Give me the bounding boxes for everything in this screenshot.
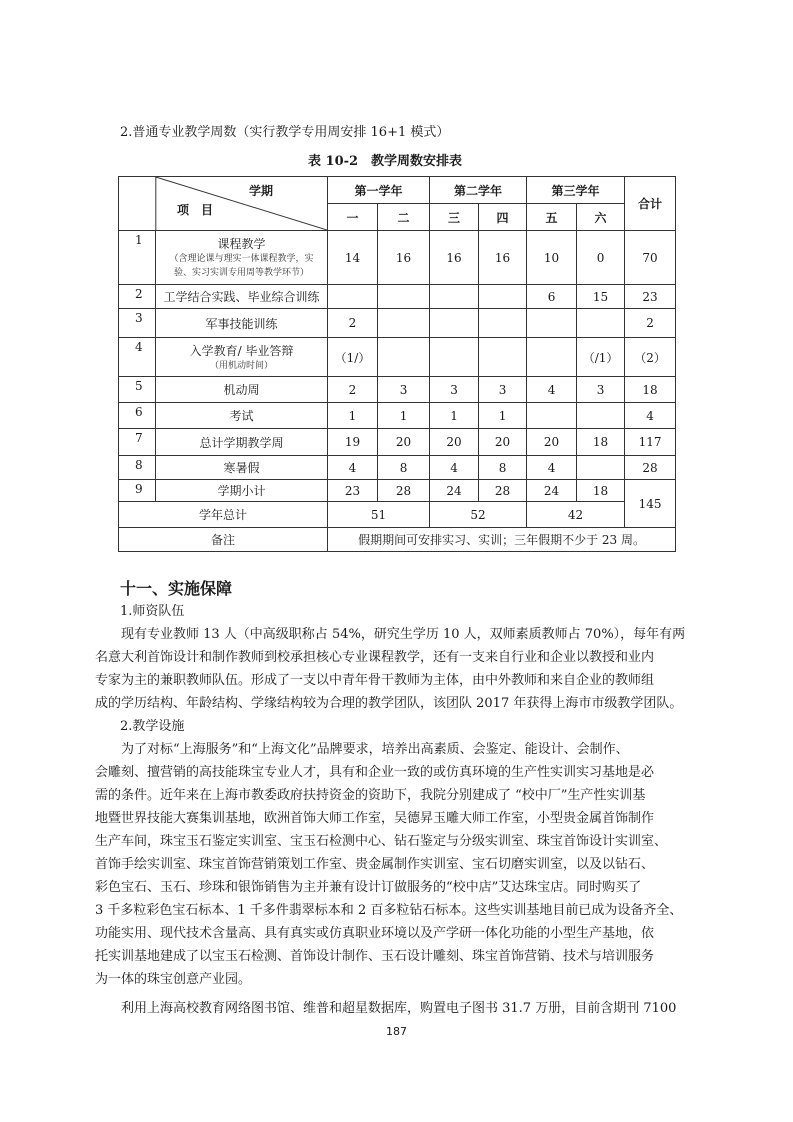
- year-total-label: 学年总计: [119, 502, 328, 528]
- term-5: 五: [527, 204, 577, 231]
- row-total: 70: [625, 231, 676, 285]
- paragraph-line: 为一体的珠宝创意产业园。: [95, 972, 252, 987]
- row-total: 28: [625, 456, 676, 480]
- cell: 16: [378, 231, 430, 285]
- cell: 15: [577, 285, 625, 309]
- cell: 3: [378, 377, 430, 403]
- diagonal-line: [119, 177, 327, 230]
- row-item: 考试: [156, 403, 328, 429]
- row-item-note: （含理论课与理实一体课程教学，实: [169, 254, 314, 264]
- cell: [479, 338, 527, 377]
- year3-total: 42: [527, 502, 625, 528]
- cell: [577, 403, 625, 429]
- paragraph-line: 会雕刻、擅营销的高技能珠宝专业人才，具有和企业一致的或仿真环境的生产性实训实习基地是必: [95, 765, 655, 780]
- year-total-row: [119, 502, 676, 528]
- cell: 28: [378, 480, 430, 502]
- cell: [527, 403, 577, 429]
- cell: 3: [430, 377, 479, 403]
- row-number: 3: [119, 309, 156, 338]
- section-title: 十一、实施保障: [120, 579, 233, 598]
- cell: 1: [328, 403, 378, 429]
- cell: 28: [479, 480, 527, 502]
- cell: 18: [577, 480, 625, 502]
- cell: [577, 309, 625, 338]
- table-row: [119, 338, 676, 377]
- row-number: 5: [119, 377, 156, 403]
- row-number: 9: [119, 480, 156, 502]
- row-number: 2: [119, 285, 156, 309]
- cell: 20: [430, 429, 479, 456]
- year1-header: 第一学年: [328, 177, 430, 204]
- table-caption: 表 10-2 教学周数安排表: [308, 154, 463, 169]
- cell: 16: [479, 231, 527, 285]
- paragraph-line: 利用上海高校教育网络图书馆、维普和超星数据库，购置电子图书 31.7 万册，目前含期刊 7100: [121, 1001, 677, 1016]
- cell: 6: [527, 285, 577, 309]
- subsection-title-facilities: 2.教学设施: [120, 719, 185, 734]
- cell: [430, 285, 479, 309]
- row-item: 寒暑假: [156, 456, 328, 480]
- cell: 4: [430, 456, 479, 480]
- cell: 2: [328, 377, 378, 403]
- cell: 23: [328, 480, 378, 502]
- row-number: 6: [119, 403, 156, 429]
- row-total: 23: [625, 285, 676, 309]
- total-header: 合计: [625, 177, 676, 231]
- paragraph-line: 现有专业教师 13 人（中高级职称占 54%，研究生学历 10 人，双师素质教师占 70%），每年有两: [121, 627, 686, 642]
- paragraph-line: 为了对标“上海服务”和“上海文化”品牌要求，培养出高素质、会鉴定、能设计、会制作、: [121, 742, 629, 757]
- cell: [378, 285, 430, 309]
- paragraph-faculty: [95, 623, 711, 715]
- cell: 0: [577, 231, 625, 285]
- cell: 4: [527, 456, 577, 480]
- paragraph-line: 需的条件。近年来在上海市教委政府扶持资金的资助下，我院分别建成了 “校中厂”生产性实训基: [95, 788, 646, 803]
- table-row: [119, 480, 676, 502]
- subsection-title-faculty: 1.师资队伍: [120, 604, 185, 619]
- cell: 16: [430, 231, 479, 285]
- row-total: 117: [625, 429, 676, 456]
- paragraph-library: [95, 997, 711, 1020]
- paragraph-line: 地暨世界技能大赛集训基地，欧洲首饰大师工作室，吴德昇玉雕大师工作室，小型贵金属首饰制作: [95, 811, 655, 826]
- term-2: 二: [378, 204, 430, 231]
- cell: 4: [527, 377, 577, 403]
- remark-text: 假期期间可安排实习、实训；三年假期不少于 23 周。: [328, 528, 676, 552]
- table-row: [119, 285, 676, 309]
- row-item-note: （用机动时间）: [209, 360, 273, 371]
- row-item: [156, 338, 328, 377]
- year2-header: 第二学年: [430, 177, 527, 204]
- cell: [577, 456, 625, 480]
- row-total: 18: [625, 377, 676, 403]
- table-row: [119, 377, 676, 403]
- year2-total: 52: [430, 502, 527, 528]
- item-label: 项 目: [177, 203, 214, 217]
- row-total: 2: [625, 309, 676, 338]
- intro-line: 2.普通专业教学周数（实行教学专用周安排 16+1 模式）: [120, 125, 450, 140]
- paragraph-line: 成的学历结构、年龄结构、学缘结构较为合理的教学团队，该团队 2017 年获得上海市市级教学团队。: [95, 696, 683, 711]
- paragraph-facilities: [95, 738, 711, 991]
- row-total: （2）: [625, 338, 676, 377]
- cell: [328, 285, 378, 309]
- table-row: [119, 309, 676, 338]
- cell: 14: [328, 231, 378, 285]
- paragraph-line: 托实训基地建成了以宝玉石检测、首饰设计制作、玉石设计雕刻、珠宝首饰营销、技术与培训服务: [95, 949, 655, 964]
- row-item-label: 入学教育/ 毕业答辩: [189, 343, 294, 358]
- cell: 3: [479, 377, 527, 403]
- cell: 4: [328, 456, 378, 480]
- cell: [527, 338, 577, 377]
- year3-header: 第三学年: [527, 177, 625, 204]
- cell: 3: [577, 377, 625, 403]
- row-item-note: 验、实习实训专用周等教学环节）: [173, 268, 309, 278]
- row-item: 工学结合实践、毕业综合训练: [156, 285, 328, 309]
- cell: 20: [378, 429, 430, 456]
- cell: [430, 309, 479, 338]
- cell: 8: [378, 456, 430, 480]
- cell: 24: [430, 480, 479, 502]
- paragraph-line: 功能实用、现代技术含量高、具有真实或仿真职业环境以及产学研一体化功能的小型生产基地，依: [95, 926, 655, 941]
- teaching-weeks-table: [118, 176, 676, 552]
- cell: [479, 285, 527, 309]
- row-total: 4: [625, 403, 676, 429]
- row-number: 1: [119, 231, 156, 285]
- cell: 20: [479, 429, 527, 456]
- cell: 10: [527, 231, 577, 285]
- table-row: [119, 403, 676, 429]
- row-item: 学期小计: [156, 480, 328, 502]
- cell: （1/）: [328, 338, 378, 377]
- row-item-label: 课程教学: [217, 237, 266, 251]
- row-number: 8: [119, 456, 156, 480]
- cell: 1: [479, 403, 527, 429]
- cell: 18: [577, 429, 625, 456]
- row-number: 4: [119, 338, 156, 377]
- paragraph-line: 专家为主的兼职教师队伍。形成了一支以中青年骨干教师为主体，由中外教师和来自企业的教师组: [95, 673, 655, 688]
- cell: （/1）: [577, 338, 625, 377]
- paragraph-line: 3 千多粒彩色宝石标本、1 千多件翡翠标本和 2 百多粒钻石标本。这些实训基地目前已成为设备齐全、: [95, 903, 683, 918]
- cell: 8: [479, 456, 527, 480]
- paragraph-line: 名意大利首饰设计和制作教师到校承担核心专业课程教学，还有一支来自行业和企业以教授和业内: [95, 650, 655, 665]
- row-item: 机动周: [156, 377, 328, 403]
- row-total: 145: [625, 480, 676, 528]
- cell: [430, 338, 479, 377]
- cell: 1: [378, 403, 430, 429]
- row-number: 7: [119, 429, 156, 456]
- cell: 1: [430, 403, 479, 429]
- cell: [378, 338, 430, 377]
- term-4: 四: [479, 204, 527, 231]
- cell: 19: [328, 429, 378, 456]
- table-row: [119, 429, 676, 456]
- cell: [527, 309, 577, 338]
- year1-total: 51: [328, 502, 430, 528]
- cell: 20: [527, 429, 577, 456]
- remark-row: [119, 528, 676, 552]
- cell: [378, 309, 430, 338]
- cell: 2: [328, 309, 378, 338]
- cell: [479, 309, 527, 338]
- page-number: 187: [386, 1025, 407, 1038]
- paragraph-line: 首饰手绘实训室、珠宝首饰营销策划工作室、贵金属制作实训室、宝石切磨实训室，以及以钻石、: [95, 857, 655, 872]
- remark-label: 备注: [119, 528, 328, 552]
- table-row: [119, 456, 676, 480]
- paragraph-line: 生产车间，珠宝玉石鉴定实训室、宝玉石检测中心、钻石鉴定与分级实训室、珠宝首饰设计实训室、: [95, 834, 668, 849]
- cell: 24: [527, 480, 577, 502]
- header-diagonal-cell: [119, 177, 328, 231]
- row-item: [156, 231, 328, 285]
- paragraph-line: 彩色宝石、玉石、珍珠和银饰销售为主并兼有设计订做服务的“校中店”艾达珠宝店。同时购买了: [95, 880, 642, 895]
- table-row: [119, 231, 676, 285]
- row-item: 军事技能训练: [156, 309, 328, 338]
- term-1: 一: [328, 204, 378, 231]
- term-label: 学期: [249, 184, 274, 198]
- term-3: 三: [430, 204, 479, 231]
- term-6: 六: [577, 204, 625, 231]
- row-item: 总计学期教学周: [156, 429, 328, 456]
